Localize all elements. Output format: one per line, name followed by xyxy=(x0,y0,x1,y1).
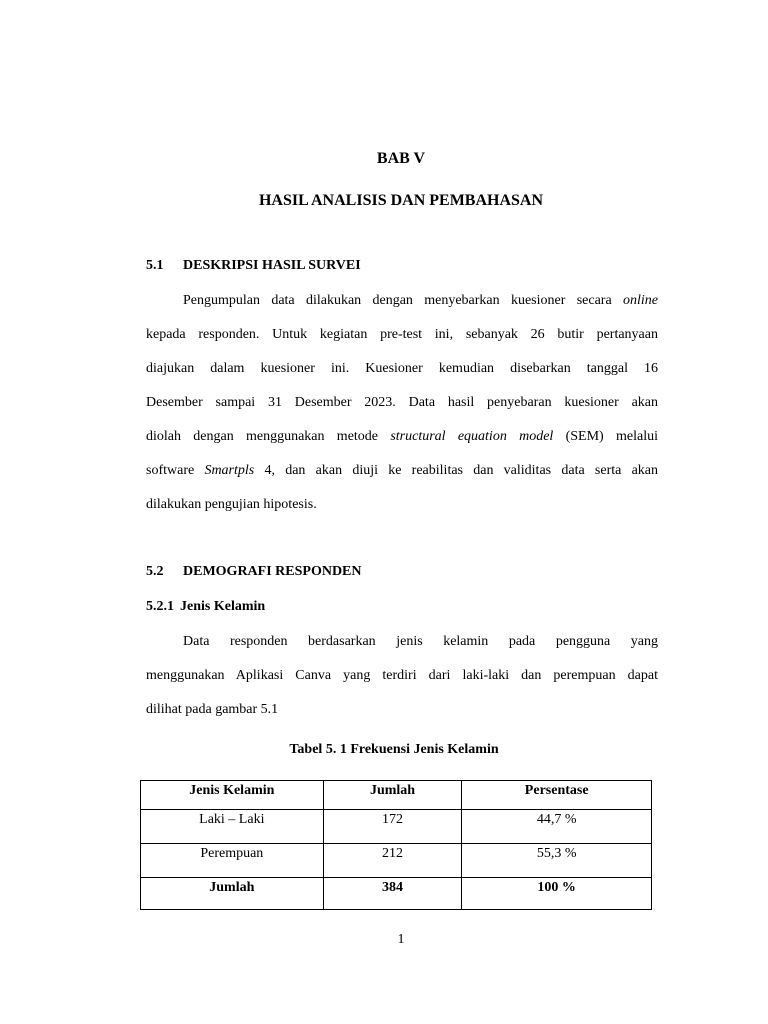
table-header-row xyxy=(141,781,652,810)
chapter-title: HASIL ANALISIS DAN PEMBAHASAN xyxy=(258,192,544,209)
section-title: DEMOGRAFI RESPONDEN xyxy=(183,564,362,579)
table-cell: 384 xyxy=(323,878,462,910)
section-title: DESKRIPSI HASIL SURVEI xyxy=(183,258,361,273)
section-5-1-paragraph xyxy=(146,284,658,522)
paragraph-line: dilakukan pengujian hipotesis. xyxy=(146,497,317,512)
chapter-number: BAB V xyxy=(376,150,426,167)
table-cell: Laki – Laki xyxy=(141,810,324,844)
table-cell: Jumlah xyxy=(141,878,324,910)
table-cell: Perempuan xyxy=(141,844,324,878)
table-row xyxy=(141,810,652,844)
section-heading-5-2 xyxy=(146,564,362,580)
paragraph-line: diolah dengan menggunakan metode structural equation model (SEM) melalui xyxy=(146,429,658,444)
table-cell: 172 xyxy=(323,810,462,844)
subsection-title: Jenis Kelamin xyxy=(180,599,266,614)
table-caption: Tabel 5. 1 Frekuensi Jenis Kelamin xyxy=(289,742,499,757)
subsection-5-2-1-paragraph xyxy=(146,625,658,727)
paragraph-line: software Smartpls 4, dan akan diuji ke reabilitas dan validitas data serta akan xyxy=(146,463,658,478)
paragraph-line: diajukan dalam kuesioner ini. Kuesioner kemudian disebarkan tanggal 16 xyxy=(146,361,658,376)
paragraph-line: Desember sampai 31 Desember 2023. Data hasil penyebaran kuesioner akan xyxy=(146,395,658,410)
table-total-row xyxy=(141,878,652,910)
subsection-heading-5-2-1 xyxy=(146,599,265,615)
subsection-number: 5.2.1 xyxy=(146,599,174,614)
section-heading-5-1 xyxy=(146,258,361,274)
paragraph-line: dilihat pada gambar 5.1 xyxy=(146,702,279,717)
table-cell: 212 xyxy=(323,844,462,878)
table-cell: 44,7 % xyxy=(462,810,652,844)
gender-frequency-table xyxy=(140,780,652,910)
table-row xyxy=(141,844,652,878)
paragraph-line: kepada responden. Untuk kegiatan pre-test ini, sebanyak 26 butir pertanyaan xyxy=(146,327,658,342)
page-number: 1 xyxy=(397,932,405,947)
table-header: Jenis Kelamin xyxy=(141,781,324,810)
paragraph-line: Pengumpulan data dilakukan dengan menyebarkan kuesioner secara online xyxy=(183,293,658,308)
table-cell: 100 % xyxy=(462,878,652,910)
section-number: 5.2 xyxy=(146,564,164,579)
section-number: 5.1 xyxy=(146,258,164,273)
table-cell: 55,3 % xyxy=(462,844,652,878)
paragraph-line: menggunakan Aplikasi Canva yang terdiri dari laki-laki dan perempuan dapat xyxy=(146,668,658,683)
table-header: Persentase xyxy=(462,781,652,810)
paragraph-line: Data responden berdasarkan jenis kelamin pada pengguna yang xyxy=(183,634,658,649)
table-header: Jumlah xyxy=(323,781,462,810)
